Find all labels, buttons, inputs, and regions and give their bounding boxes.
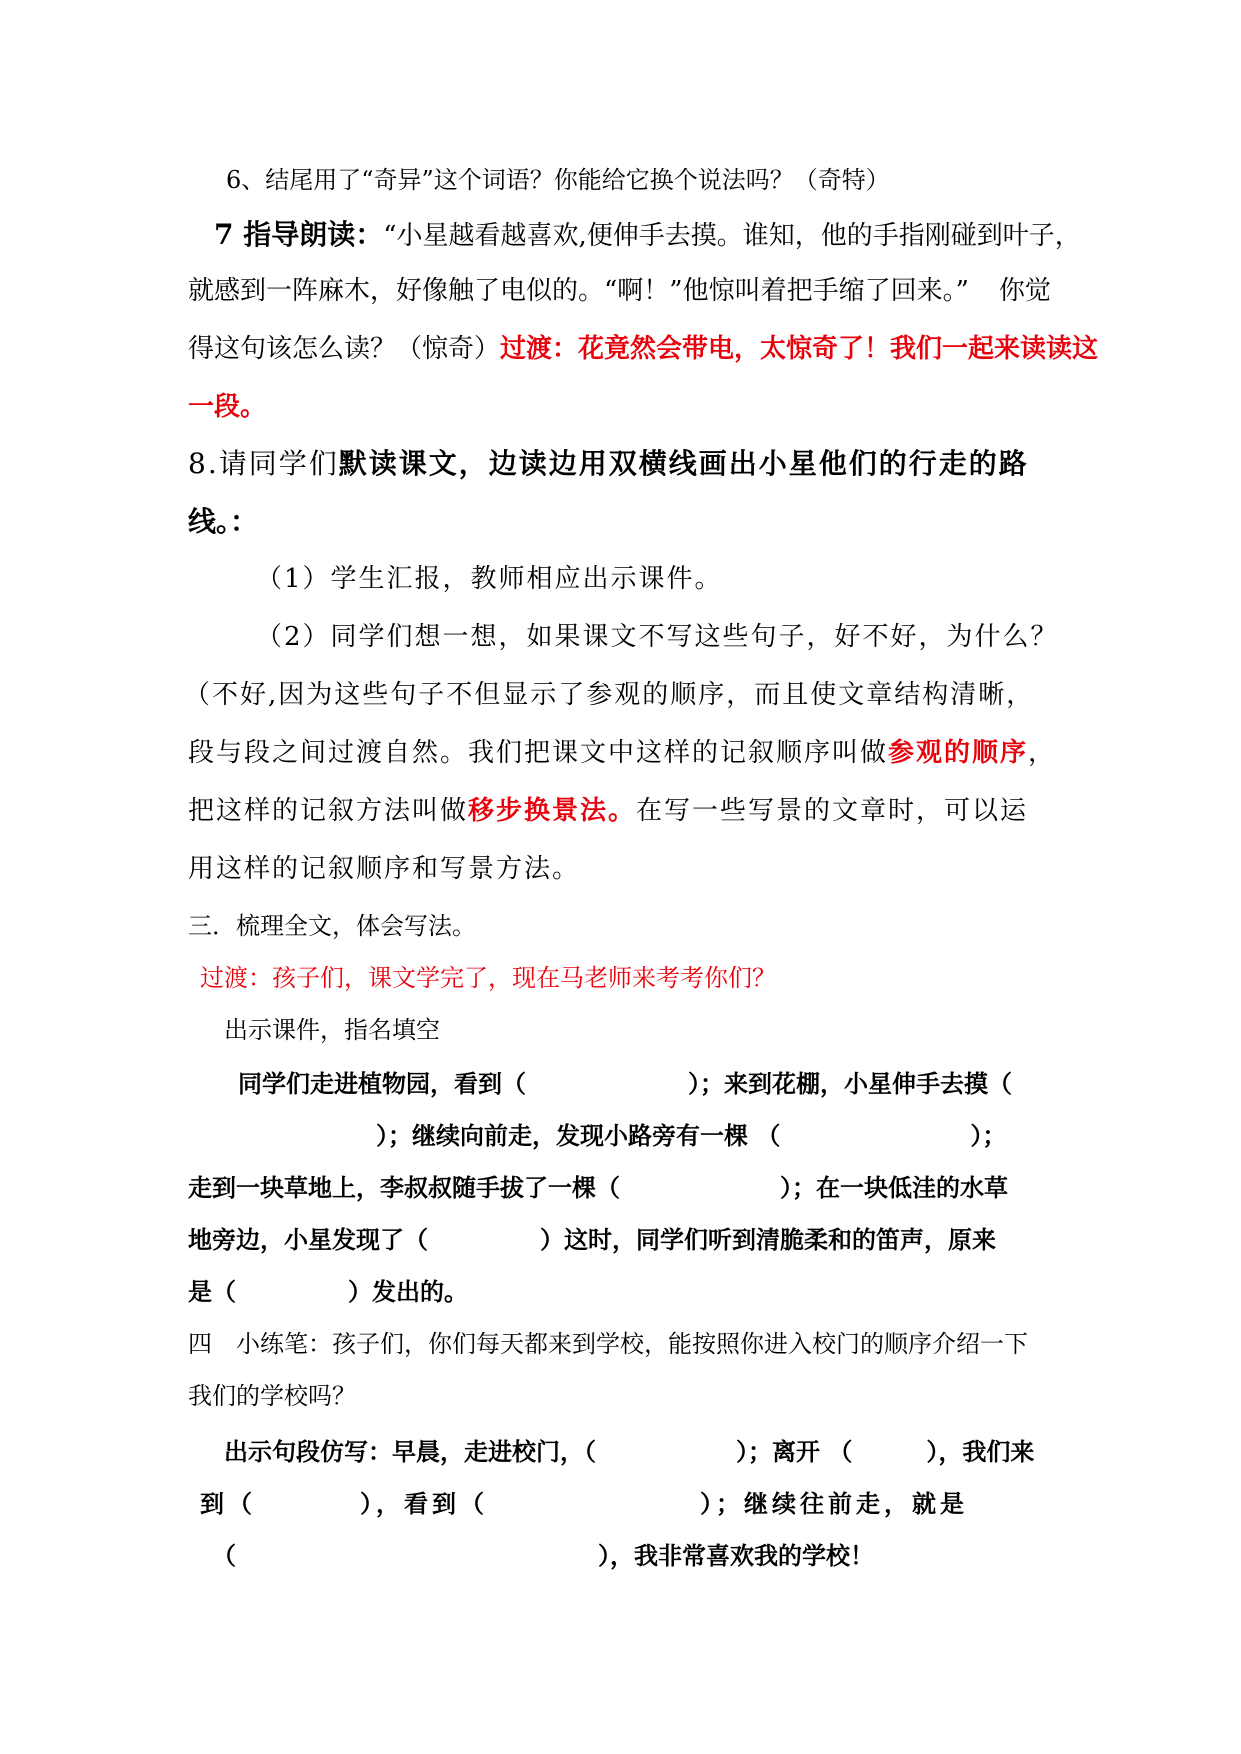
imitation-line-2-c: ）；继续往前走，就是 bbox=[700, 1489, 968, 1518]
fill-line-5-a: 是（ bbox=[188, 1277, 236, 1306]
question-8-prefix: 8.请同学们 bbox=[188, 447, 339, 480]
question-8-line-1 bbox=[188, 447, 1029, 480]
question-7-line-2 bbox=[188, 278, 1051, 304]
question-8-answer-2: 段与段之间过渡自然。我们把课文中这样的记叙顺序叫做 bbox=[188, 738, 889, 768]
section-3-transition-text: 过渡：孩子们，课文学完了，现在马老师来考考你们？ bbox=[200, 964, 776, 992]
imitation-line-1 bbox=[224, 1437, 1035, 1466]
question-7-line-1 bbox=[214, 218, 1081, 251]
term-visit-order: 参观的顺序 bbox=[888, 738, 1029, 768]
fill-line-5-b: ）发出的。 bbox=[348, 1277, 468, 1306]
question-7-quote-2: 就感到一阵麻木，好像触了电似的。“啊！”他惊叫着把手缩了回来。” bbox=[188, 276, 969, 306]
question-7-line-3 bbox=[188, 336, 1098, 362]
question-6 bbox=[226, 168, 890, 192]
question-8-answer-line-1 bbox=[184, 682, 1034, 708]
section-4-prompt: 小练笔：孩子们，你们每天都来到学校，能按照你进入校门的顺序介绍一下 bbox=[236, 1330, 1028, 1358]
fill-line-2 bbox=[376, 1121, 1007, 1150]
section-3-heading bbox=[188, 914, 476, 938]
imitation-line-2-a: 到（ bbox=[200, 1489, 256, 1518]
fill-line-4-b: ）这时，同学们听到清脆柔和的笛声，原来 bbox=[540, 1225, 996, 1254]
fill-line-4 bbox=[188, 1225, 996, 1254]
question-8-answer-3: 把这样的记叙方法叫做 bbox=[188, 796, 469, 826]
section-3-title: 三．梳理全文，体会写法。 bbox=[188, 912, 476, 940]
fill-line-5 bbox=[188, 1277, 468, 1306]
fill-line-1-b: ）；来到花棚，小星伸手去摸（ bbox=[688, 1069, 1012, 1098]
imitation-line-3-a: （ bbox=[212, 1541, 236, 1570]
question-8-item-1 bbox=[256, 566, 723, 592]
question-8-instruction-end: 线。： bbox=[188, 505, 259, 538]
question-7-transition-end: 一段。 bbox=[188, 392, 267, 422]
question-8-item-2 bbox=[256, 624, 1059, 650]
section-4-line-2 bbox=[188, 1384, 356, 1408]
question-8-answer-line-4 bbox=[188, 856, 580, 882]
imitation-line-1-b: ）；离开 （ bbox=[736, 1437, 853, 1466]
question-7-answer: 得这句该怎么读？（惊奇） bbox=[188, 334, 501, 364]
question-8-answer-3-end: 在写一些写景的文章时，可以运 bbox=[636, 796, 1029, 826]
question-8-answer-4: 用这样的记叙顺序和写景方法。 bbox=[188, 854, 581, 884]
fill-line-3 bbox=[188, 1173, 1008, 1202]
question-6-text: 6、结尾用了“奇异”这个词语？你能给它换个说法吗？（奇特） bbox=[226, 166, 890, 194]
question-8-item-2-text: （2）同学们想一想，如果课文不写这些句子，好不好，为什么？ bbox=[256, 622, 1059, 652]
question-8-item-1-text: （1）学生汇报，教师相应出示课件。 bbox=[256, 564, 723, 594]
question-8-answer-line-3 bbox=[188, 798, 1028, 824]
imitation-line-1-c: ），我们来 bbox=[926, 1437, 1035, 1466]
question-8-answer-1: （不好,因为这些句子不但显示了参观的顺序，而且使文章结构清晰， bbox=[184, 680, 1035, 710]
section-3-instruction bbox=[224, 1018, 440, 1042]
question-8-answer-line-2 bbox=[188, 740, 1056, 766]
section-3-transition bbox=[200, 966, 776, 990]
fill-line-2-a: ）；继续向前走，发现小路旁有一棵 （ bbox=[376, 1121, 781, 1150]
imitation-line-2 bbox=[200, 1489, 968, 1518]
imitation-line-3 bbox=[212, 1541, 874, 1570]
fill-line-2-b: ）； bbox=[970, 1121, 1007, 1150]
question-7-quote-1: “小星越看越喜欢,便伸手去摸。谁知，他的手指刚碰到叶子， bbox=[383, 221, 1081, 251]
fill-line-3-b: ）；在一块低洼的水草 bbox=[780, 1173, 1008, 1202]
question-7-label: 7 指导朗读： bbox=[214, 218, 384, 251]
question-8-instruction: 默读课文，边读边用双横线画出小星他们的行走的路 bbox=[338, 447, 1029, 480]
question-7-transition: 过渡：花竟然会带电，太惊奇了！我们一起来读读这 bbox=[500, 334, 1099, 364]
term-moving-scene: 移步换景法。 bbox=[468, 796, 637, 826]
imitation-line-3-b: ），我非常喜欢我的学校！ bbox=[598, 1541, 874, 1570]
question-8-answer-2-end: ， bbox=[1028, 738, 1057, 768]
fill-line-1 bbox=[238, 1069, 1012, 1098]
imitation-line-2-b: ），看到（ bbox=[360, 1489, 488, 1518]
question-7-prompt: 你觉 bbox=[998, 276, 1051, 306]
fill-line-1-a: 同学们走进植物园，看到（ bbox=[238, 1069, 526, 1098]
question-7-line-4 bbox=[188, 394, 266, 420]
fill-line-3-a: 走到一块草地上，李叔叔随手拔了一棵（ bbox=[188, 1173, 620, 1202]
section-4-prompt-end: 我们的学校吗？ bbox=[188, 1382, 356, 1410]
fill-line-4-a: 地旁边，小星发现了（ bbox=[188, 1225, 428, 1254]
section-3-instruction-text: 出示课件，指名填空 bbox=[224, 1016, 440, 1044]
section-4-number: 四 bbox=[188, 1330, 212, 1358]
section-4-line-1 bbox=[188, 1332, 1028, 1356]
imitation-line-1-a: 出示句段仿写：早晨，走进校门，（ bbox=[224, 1437, 596, 1466]
question-8-line-2 bbox=[188, 505, 259, 538]
